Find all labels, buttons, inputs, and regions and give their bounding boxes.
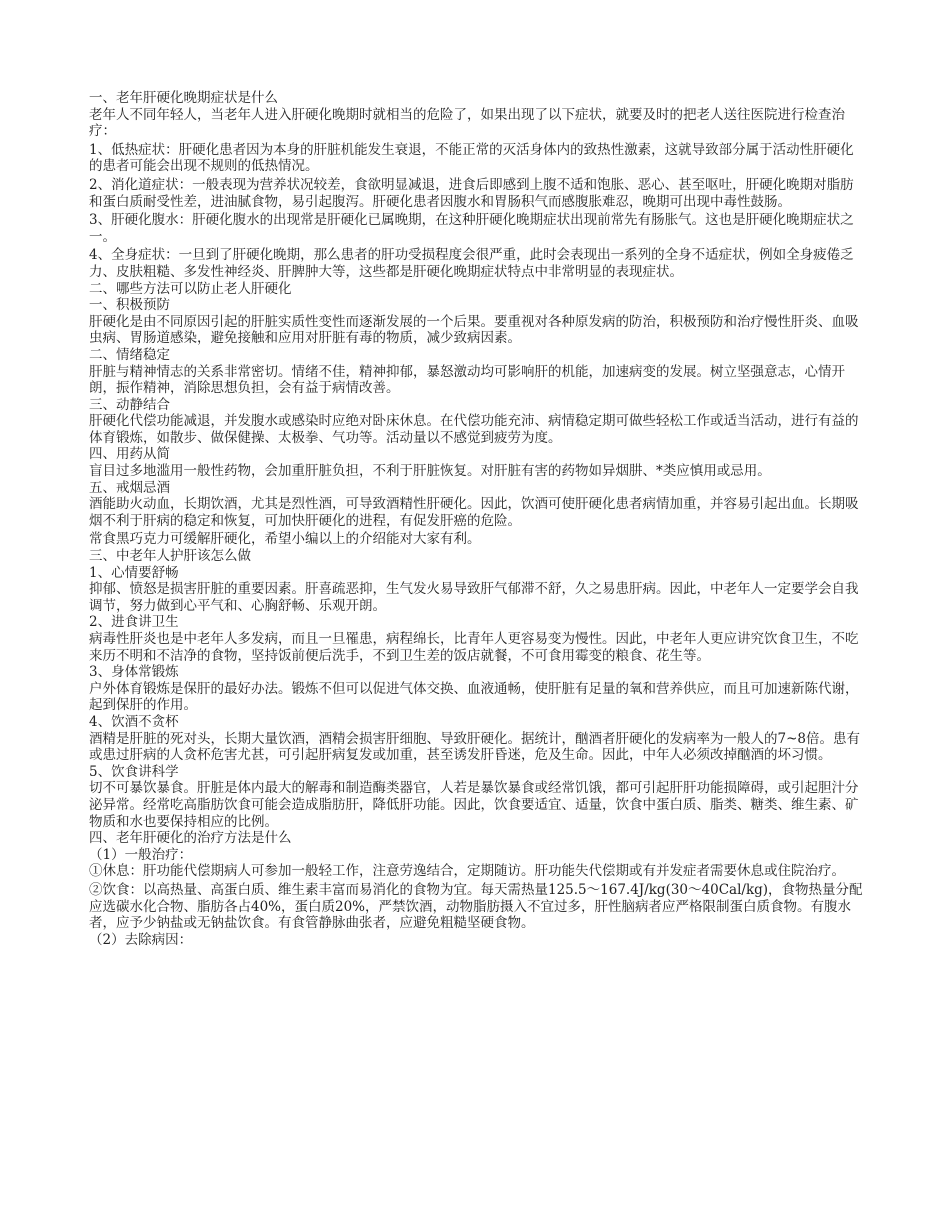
paragraph: 肝硬化代偿功能减退，并发腹水或感染时应绝对卧床休息。在代偿功能充沛、病情稳定期可做些轻松工作或适当活动，进行有益的体育锻炼，如散步、做保健操、太极拳、气功等。活动量以不感觉到疲劳为度。 <box>89 413 859 446</box>
sub-heading: 2、进食讲卫生 <box>89 614 179 631</box>
paragraph: 4、全身症状：一旦到了肝硬化晚期，那么患者的肝功受损程度会很严重，此时会表现出一系列的全身不适症状，例如全身疲倦乏力、皮肤粗糙、多发性神经炎、肝脾肿大等，这些都是肝硬化晚期症状特点中非常明显的表现症状。 <box>89 247 854 280</box>
sub-heading: （1）一般治疗： <box>89 846 193 863</box>
paragraph: 2、消化道症状：一般表现为营养状况较差，食欲明显减退，进食后即感到上腹不适和饱胀、恶心、甚至呕吐，肝硬化晚期对脂肪和蛋白质耐受性差，进油腻食物，易引起腹泻。肝硬化患者因腹水和胃肠积气而感腹胀难忍，晚期可出现中毒性鼓肠。 <box>89 176 854 210</box>
sub-heading: 三、动静结合 <box>89 396 170 413</box>
paragraph: 抑郁、愤怒是损害肝脏的重要因素。肝喜疏恶抑，生气发火易导致肝气郁滞不舒，久之易患肝病。因此，中老年人一定要学会自我调节，努力做到心平气和、心胸舒畅、乐观开朗。 <box>89 581 859 614</box>
paragraph: 酒能助火动血，长期饮酒，尤其是烈性酒，可导致酒精性肝硬化。因此，饮酒可使肝硬化患者病情加重，并容易引起出血。长期吸烟不利于肝病的稳定和恢复，可加快肝硬化的进程，有促发肝癌的危险。 <box>89 496 859 529</box>
sub-heading: 5、饮食讲科学 <box>89 763 179 780</box>
paragraph: 1、低热症状：肝硬化患者因为本身的肝脏机能发生衰退，不能正常的灭活身体内的致热性激素，这就导致部分属于活动性肝硬化的患者可能会出现不规则的低热情况。 <box>89 141 854 175</box>
paragraph: 肝硬化是由不同原因引起的肝脏实质性变性而逐渐发展的一个后果。要重视对各种原发病的防治，积极预防和治疗慢性肝炎、血吸虫病、胃肠道感染，避免接触和应用对肝脏有毒的物质，减少致病因素。 <box>89 313 859 347</box>
paragraph: 肝脏与精神情志的关系非常密切。情绪不佳，精神抑郁，暴怒激动均可影响肝的机能，加速病变的发展。树立坚强意志，心情开朗，振作精神，消除思想负担，会有益于病情改善。 <box>89 363 845 397</box>
sub-heading: （2）去除病因： <box>89 931 193 948</box>
paragraph: 切不可暴饮暴食。肝脏是体内最大的解毒和制造酶类器官，人若是暴饮暴食或经常饥饿，都可引起肝肝功能损障碍，或引起胆汁分泌异常。经常吃高脂肪饮食可能会造成脂肪肝，降低肝功能。因此，饮食要适宜、适量，饮食中蛋白质、脂类、糖类、维生素、矿物质和水也要保持相应的比例。 <box>89 780 859 830</box>
paragraph: 病毒性肝炎也是中老年人多发病，而且一旦罹患，病程绵长，比青年人更容易变为慢性。因此，中老年人更应讲究饮食卫生，不吃来历不明和不洁净的食物，坚持饭前便后洗手，不到卫生差的饭店就餐，不可食用霉变的粮食、花生等。 <box>89 631 859 664</box>
paragraph: ②饮食：以高热量、高蛋白质、维生素丰富而易消化的食物为宜。每天需热量125.5～167.4J/kg(30～40Cal/kg)，食物热量分配应选碳水化合物、脂肪各占40%，蛋白质20%，严禁饮酒，动物脂肪摄入不宜过多，肝性脑病者应严格限制蛋白质食物。有腹水者，应予少钠盐或无钠盐饮食。有食管静脉曲张者，应避免粗糙坚硬食物。 <box>89 881 863 932</box>
sub-heading: 1、心情要舒畅 <box>89 564 179 581</box>
paragraph: 常食黑巧克力可缓解肝硬化，希望小编以上的介绍能对大家有利。 <box>89 531 481 548</box>
paragraph: 盲目过多地滥用一般性药物，会加重肝脏负担，不利于肝脏恢复。对肝脏有害的药物如异烟肼、*类应慎用或忌用。 <box>89 463 771 480</box>
paragraph: ①休息：肝功能代偿期病人可参加一般轻工作，注意劳逸结合，定期随访。肝功能失代偿期或有并发症者需要休息或住院治疗。 <box>89 863 845 880</box>
section-heading-4: 四、老年肝硬化的治疗方法是什么 <box>89 830 292 847</box>
sub-heading: 3、身体常锻炼 <box>89 664 179 681</box>
section-heading-1: 一、老年肝硬化晚期症状是什么 <box>89 90 278 106</box>
paragraph: 老年人不同年轻人，当老年人进入肝硬化晚期时就相当的危险了，如果出现了以下症状，就要及时的把老人送往医院进行检查治疗： <box>89 106 845 140</box>
sub-heading: 五、戒烟忌酒 <box>89 479 170 496</box>
section-heading-2: 二、哪些方法可以防止老人肝硬化 <box>89 280 292 297</box>
section-heading-3: 三、中老年人护肝该怎么做 <box>89 548 251 565</box>
paragraph: 酒精是肝脏的死对头，长期大量饮酒，酒精会损害肝细胞、导致肝硬化。据统计，酗酒者肝硬化的发病率为一般人的7~8倍。患有或患过肝病的人贪杯危害尤甚，可引起肝病复发或加重，甚至诱发肝昏迷，危及生命。因此，中年人必须改掉酗酒的坏习惯。 <box>89 730 860 764</box>
sub-heading: 4、饮酒不贪杯 <box>89 713 179 730</box>
document-body <box>89 90 863 948</box>
sub-heading: 四、用药从简 <box>89 446 170 463</box>
paragraph: 3、肝硬化腹水：肝硬化腹水的出现常是肝硬化已属晚期，在这种肝硬化晚期症状出现前常先有肠胀气。这也是肝硬化晚期症状之一。 <box>89 212 854 245</box>
sub-heading: 一、积极预防 <box>89 297 170 314</box>
paragraph: 户外体育锻炼是保肝的最好办法。锻炼不但可以促进气体交换、血液通畅，使肝脏有足量的氧和营养供应，而且可加速新陈代谢，起到保肝的作用。 <box>89 680 859 714</box>
sub-heading: 二、情绪稳定 <box>89 346 170 363</box>
